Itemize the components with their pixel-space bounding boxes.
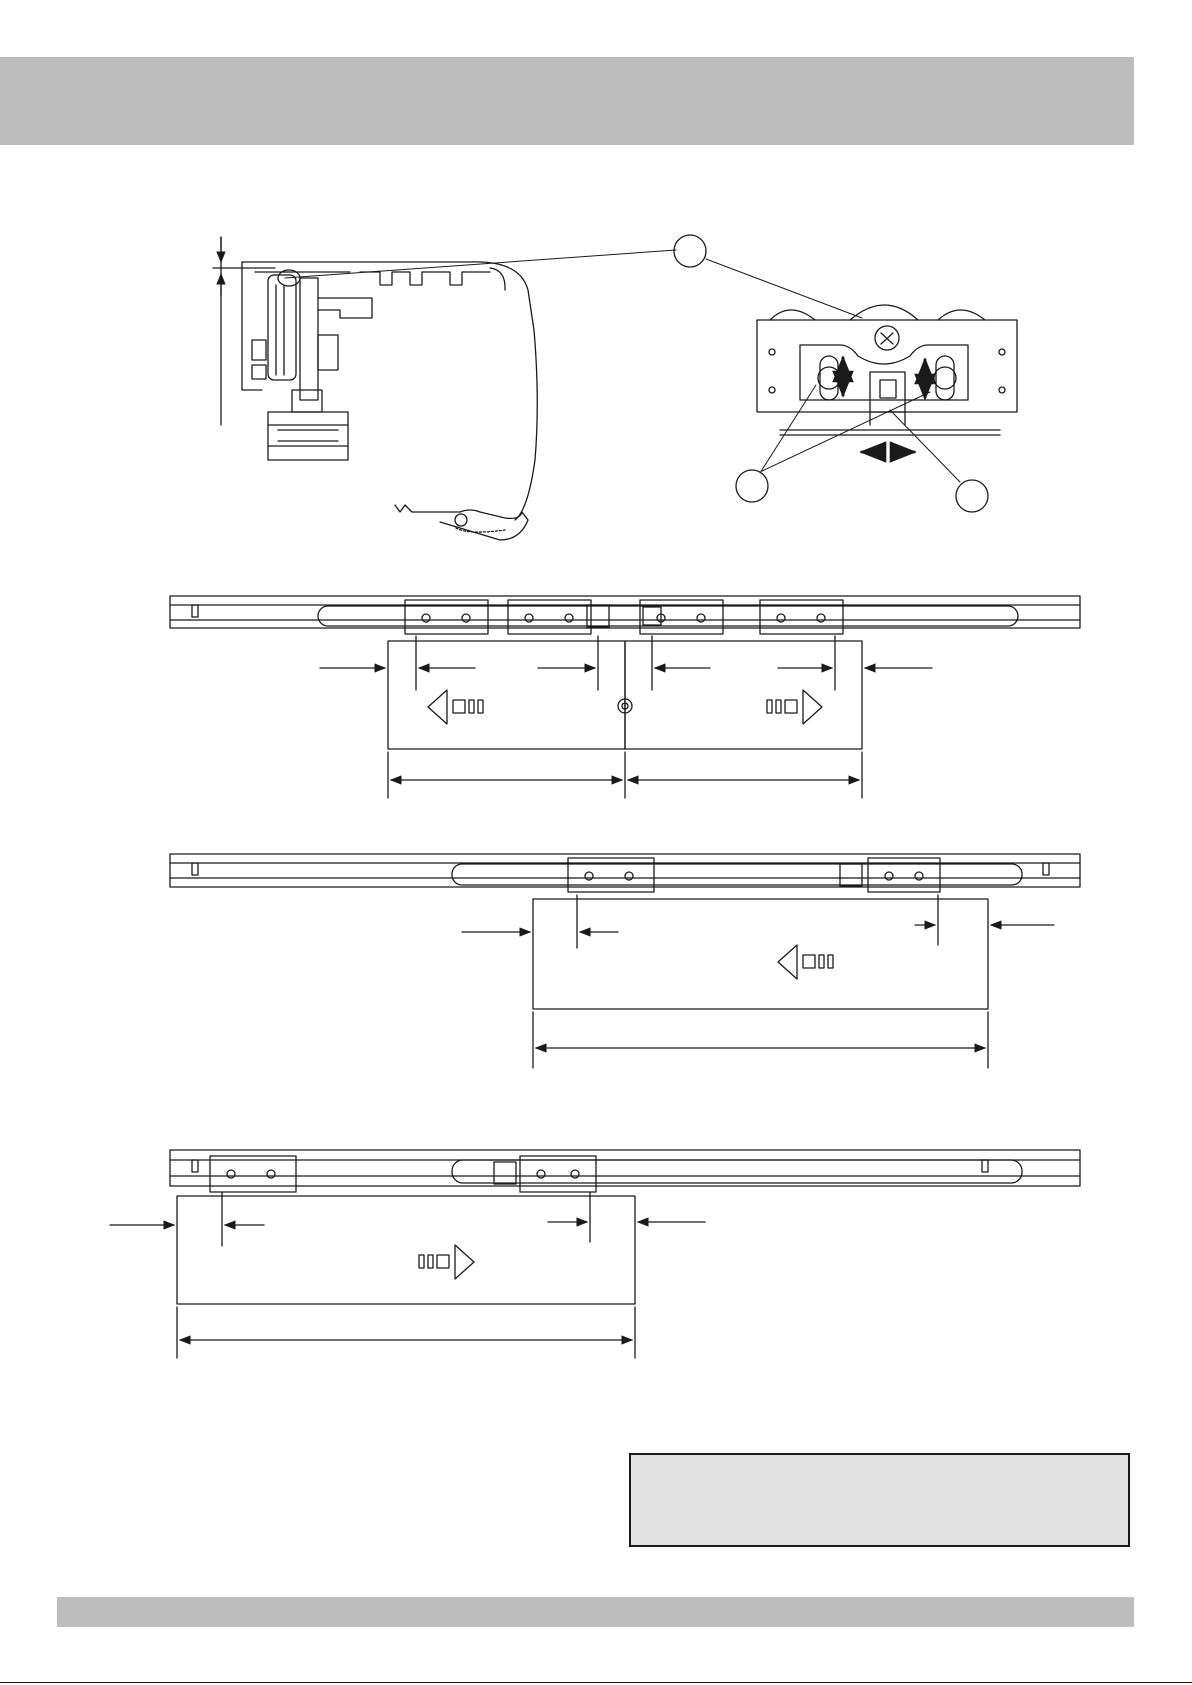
door-single-left — [533, 899, 988, 1009]
open-left-arrow — [428, 690, 447, 724]
cover-profile — [242, 262, 537, 520]
callout-circle-3 — [956, 480, 988, 512]
door-hanger — [268, 412, 348, 460]
carriage-plate — [300, 278, 318, 400]
section-detail — [213, 237, 676, 540]
open-right-arrow — [803, 690, 822, 724]
track-rail-2 — [170, 854, 1080, 887]
door-left-leaf — [388, 641, 625, 749]
carriage-detail — [706, 259, 1017, 482]
bi-parting-layout — [170, 596, 1080, 798]
single-right-layout — [110, 1150, 1080, 1358]
open-left-arrow-2 — [778, 945, 797, 979]
roller-wheel — [268, 275, 296, 380]
track-rail-3 — [170, 1150, 1080, 1186]
callout-circle-2 — [736, 470, 768, 502]
track-rail-1 — [170, 596, 1080, 628]
door-single-right — [177, 1196, 635, 1304]
door-right-leaf — [625, 641, 862, 749]
bottom-cover — [395, 505, 528, 540]
open-right-arrow-2 — [455, 1245, 474, 1279]
callout-circle-1 — [674, 235, 706, 267]
single-left-layout — [170, 854, 1080, 1068]
right-adjust-slot — [936, 356, 954, 400]
left-adjust-slot — [820, 356, 838, 400]
